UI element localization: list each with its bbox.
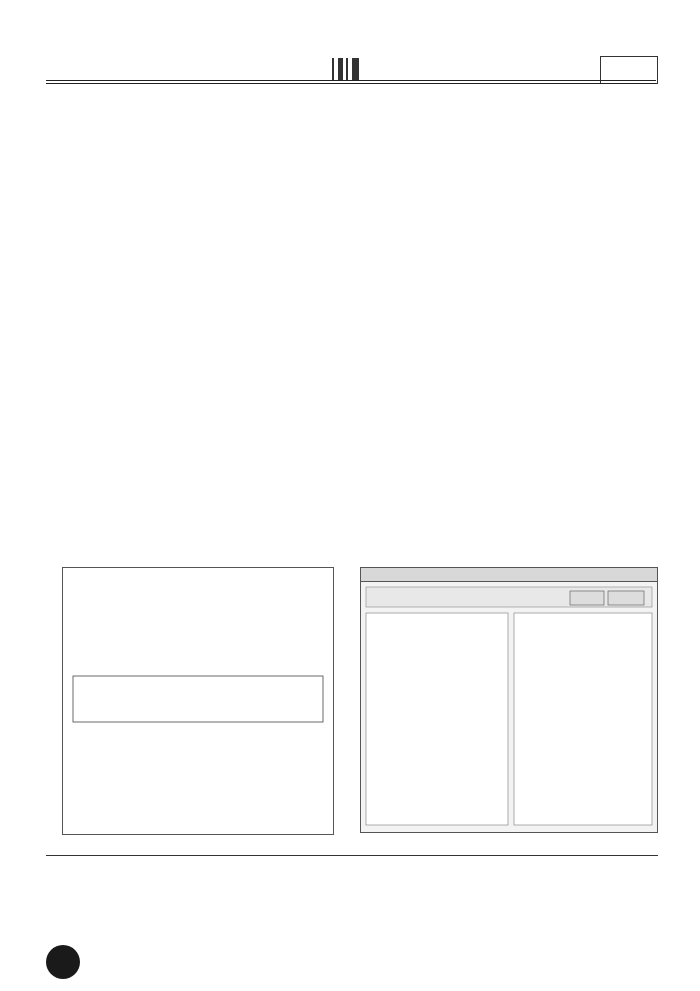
hmi-chart-panel xyxy=(514,613,652,825)
hmi-param-panel xyxy=(366,613,508,825)
plc-bus-box xyxy=(73,676,323,722)
left-column xyxy=(46,268,344,271)
figure-2-hmi-screenshot xyxy=(360,567,658,833)
header-rule xyxy=(46,80,656,81)
header-decoration xyxy=(332,58,362,80)
hmi-run-button xyxy=(608,591,644,605)
footnote-rule xyxy=(46,855,658,856)
figure-1-block-diagram xyxy=(62,567,334,835)
hmi-stop-button xyxy=(570,591,604,605)
page-number xyxy=(46,945,80,979)
header-rule-2 xyxy=(46,83,656,84)
